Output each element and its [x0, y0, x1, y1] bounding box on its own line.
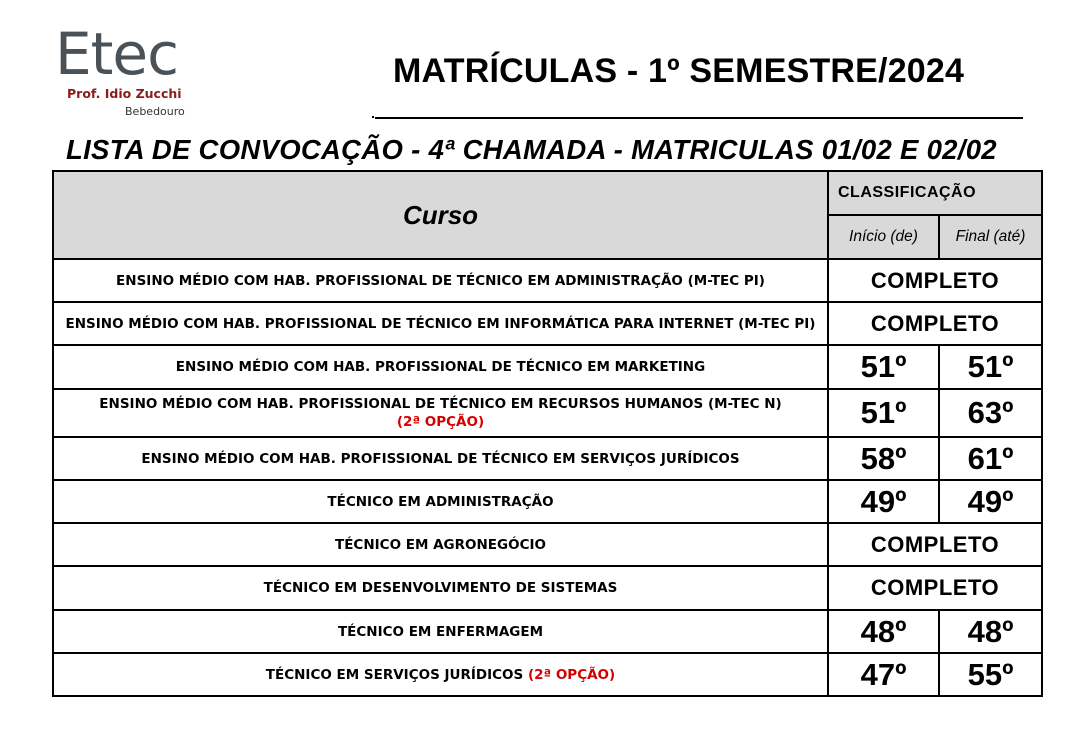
start-rank-cell: 51º [828, 389, 939, 437]
logo-city: Bebedouro [125, 105, 185, 118]
course-name: ENSINO MÉDIO COM HAB. PROFISSIONAL DE TÉCNICO EM RECURSOS HUMANOS (M-TEC N) [99, 396, 782, 412]
table-row [53, 653, 1042, 696]
end-rank-cell: 55º [939, 653, 1042, 696]
course-name: TÉCNICO EM ADMINISTRAÇÃO [327, 493, 554, 510]
course-name: TÉCNICO EM SERVIÇOS JURÍDICOS [265, 666, 524, 683]
end-rank-cell: 63º [939, 389, 1042, 437]
end-rank-cell: 61º [939, 437, 1042, 480]
course-name: TÉCNICO EM DESENVOLVIMENTO DE SISTEMAS [263, 580, 618, 596]
table-row [53, 523, 1042, 566]
option-note: (2ª OPÇÃO) [527, 666, 616, 683]
status-cell: COMPLETO [828, 259, 1042, 302]
start-rank-cell: 48º [828, 610, 939, 653]
start-rank-cell: 49º [828, 480, 939, 523]
course-name: ENSINO MÉDIO COM HAB. PROFISSIONAL DE TÉCNICO EM ADMINISTRAÇÃO (M-TEC PI) [116, 272, 765, 289]
end-rank-cell: 51º [939, 345, 1042, 389]
course-name-cell [53, 610, 828, 653]
course-name-cell [53, 345, 828, 389]
end-rank-cell: 48º [939, 610, 1042, 653]
start-rank-cell: 47º [828, 653, 939, 696]
course-name-cell [53, 480, 828, 523]
course-name: ENSINO MÉDIO COM HAB. PROFISSIONAL DE TÉCNICO EM INFORMÁTICA PARA INTERNET (M-TEC PI) [65, 315, 816, 332]
table-row [53, 437, 1042, 480]
table-body [53, 171, 1042, 696]
start-column-header: Início (de) [828, 215, 939, 259]
status-cell: COMPLETO [828, 523, 1042, 566]
title-divider [375, 117, 1023, 119]
course-name-cell [53, 566, 828, 610]
end-column-header: Final (até) [939, 215, 1042, 259]
course-name-cell [53, 523, 828, 566]
course-name-cell [53, 302, 828, 345]
convocation-table [52, 170, 1043, 697]
course-name: ENSINO MÉDIO COM HAB. PROFISSIONAL DE TÉCNICO EM SERVIÇOS JURÍDICOS [141, 450, 740, 467]
status-cell: COMPLETO [828, 302, 1042, 345]
course-name: ENSINO MÉDIO COM HAB. PROFISSIONAL DE TÉCNICO EM MARKETING [175, 359, 706, 375]
page-title: MATRÍCULAS - 1º SEMESTRE/2024 [393, 52, 965, 90]
course-name-cell [53, 259, 828, 302]
table-row [53, 345, 1042, 389]
course-name-cell [53, 437, 828, 480]
course-name-cell [53, 389, 828, 437]
table-row [53, 302, 1042, 345]
start-rank-cell: 51º [828, 345, 939, 389]
start-rank-cell: 58º [828, 437, 939, 480]
table-row [53, 480, 1042, 523]
course-name: TÉCNICO EM AGRONEGÓCIO [335, 536, 546, 553]
etec-logo [55, 20, 205, 118]
page-subtitle: LISTA DE CONVOCAÇÃO - 4ª CHAMADA - MATRICULAS 01/02 E 02/02 [66, 134, 997, 165]
table-row [53, 389, 1042, 437]
status-cell: COMPLETO [828, 566, 1042, 610]
table-row [53, 259, 1042, 302]
end-rank-cell: 49º [939, 480, 1042, 523]
course-name-cell [53, 653, 828, 696]
header-row [53, 171, 1042, 215]
rule-dot [372, 116, 374, 118]
course-name: TÉCNICO EM ENFERMAGEM [337, 623, 544, 640]
option-note: (2ª OPÇÃO) [396, 414, 485, 430]
logo-school-name: Prof. Idio Zucchi [67, 86, 182, 101]
table-row [53, 566, 1042, 610]
classification-header: CLASSIFICAÇÃO [828, 171, 1042, 215]
table-row [53, 610, 1042, 653]
course-column-header: Curso [53, 171, 828, 259]
logo-wordmark: Etec [55, 20, 178, 88]
